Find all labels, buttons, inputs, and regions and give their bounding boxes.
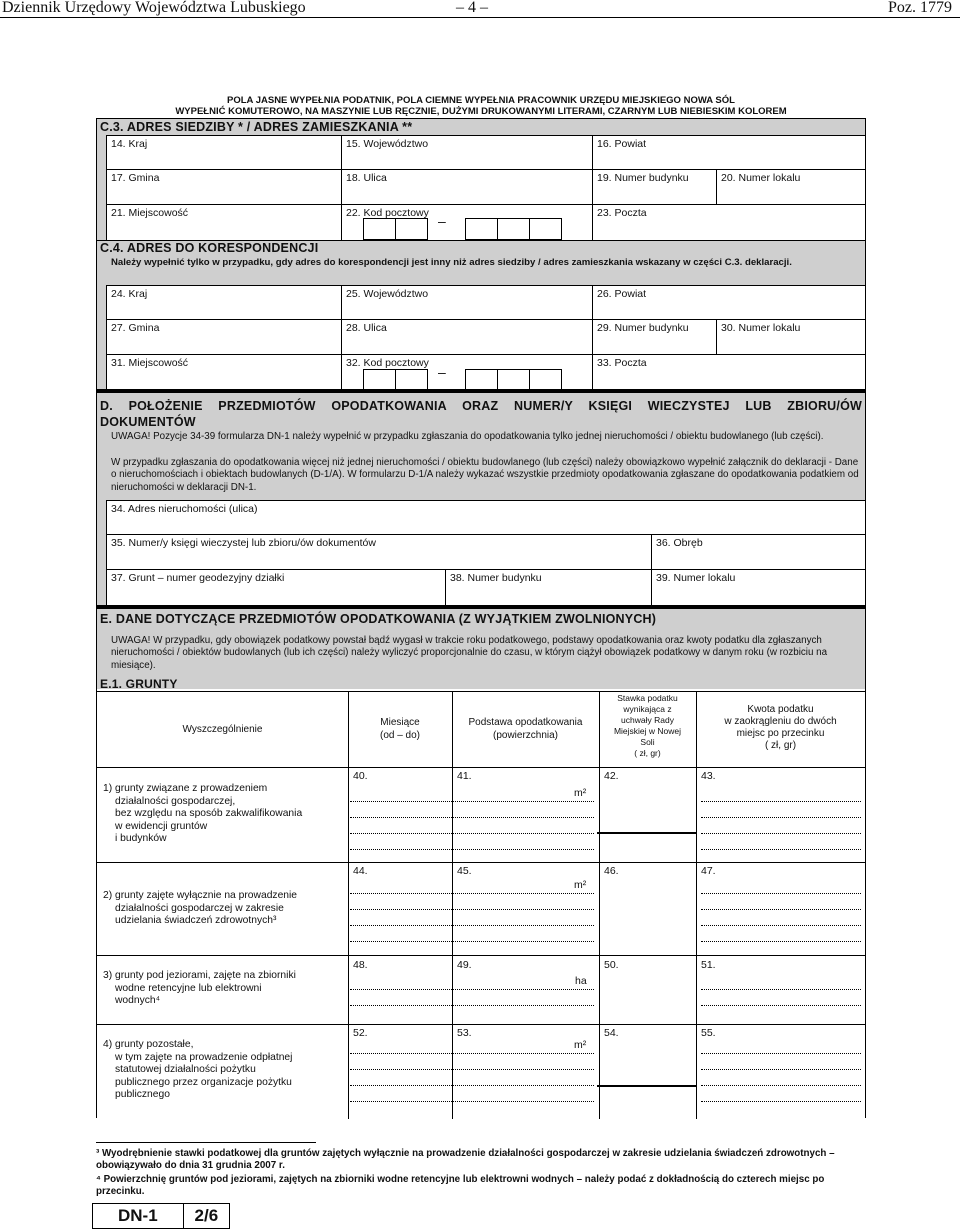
position-number: Poz. 1779	[888, 0, 952, 16]
field-22-label: 22. Kod pocztowy	[346, 207, 429, 219]
col-head-4	[599, 693, 696, 759]
postcode-boxes-22b	[466, 218, 562, 240]
col4-l1: Stawka podatku	[617, 693, 678, 703]
field-18-label: 18. Ulica	[346, 172, 387, 184]
r1l3: bez względu na sposób zakwalifikowania	[115, 808, 303, 819]
unit-m2-r1: m²	[574, 787, 587, 799]
r1l4: w ewidencji gruntów	[115, 820, 208, 832]
field-16-label: 16. Powiat	[597, 138, 647, 150]
dotline	[701, 925, 861, 926]
field-47[interactable]: 47.	[701, 865, 716, 877]
field-19-label: 19. Numer budynku	[597, 172, 689, 184]
field-31[interactable]	[106, 354, 342, 391]
field-24[interactable]	[106, 285, 342, 320]
dotline	[350, 1085, 594, 1086]
row-2-label	[103, 890, 343, 928]
field-28[interactable]	[341, 319, 593, 355]
r2l2: działalności gospodarczej w zakresie	[115, 902, 284, 914]
field-33[interactable]	[592, 354, 865, 391]
rule	[597, 832, 697, 834]
unit-ha-r3: ha	[575, 975, 587, 987]
r2l1: 2) grunty zajęte wyłącznie na prowadzenie	[103, 890, 298, 901]
rule	[597, 1085, 697, 1087]
col4-l2: wynikająca z	[623, 704, 672, 714]
r1l2: działalności gospodarczej,	[115, 795, 236, 807]
r4l1: 4) grunty pozostałe,	[103, 1039, 194, 1050]
r4l4: publicznego przez organizacje pożytku	[115, 1076, 292, 1088]
col-sep-1	[348, 691, 349, 1119]
form-code-box	[92, 1203, 230, 1229]
postcode-boxes-22	[364, 218, 427, 240]
field-34-label: 34. Adres nieruchomości (ulica)	[111, 503, 258, 515]
col-sep-4	[696, 691, 697, 1119]
form-page: 2/6	[194, 1206, 219, 1225]
row-sep-1	[97, 862, 865, 863]
dotline	[350, 817, 594, 818]
intro-line-2: WYPEŁNIĆ KOMUTEROWO, NA MASZYNIE LUB RĘCZNIE, DUŻYMI DRUKOWANYMI LITERAMI, CZARNYM LUB NIEBIESKIM KOLOREM	[175, 106, 787, 117]
postcode-dash: –	[438, 213, 446, 229]
dotline	[701, 833, 861, 834]
section-c4-title: C.4. ADRES DO KORESPONDENCJI	[100, 241, 319, 255]
field-27[interactable]	[106, 319, 342, 355]
field-32-label: 32. Kod pocztowy	[346, 357, 429, 369]
col5-l1: Kwota podatku	[747, 704, 814, 715]
field-14[interactable]	[106, 135, 342, 170]
row-3-label	[103, 970, 343, 1008]
field-16[interactable]	[592, 135, 865, 170]
footnote-3: ³ Wyodrębnienie stawki podatkowej dla gruntów zajętych wyłącznie na prowadzenie działalności gospodarczej w zakresie udzielania świadczeń zdrowotnych – obowiązywało do dnia 31 grudnia 2007 r.	[96, 1148, 835, 1171]
field-55[interactable]: 55.	[701, 1027, 716, 1039]
c4-note: Należy wypełnić tylko w przypadku, gdy adres do korespondencji jest inny niż adres siedziby / adres zamieszkania wskazany w części C.3. deklaracji.	[111, 257, 792, 268]
r3l1: 3) grunty pod jeziorami, zajęte na zbiorniki	[103, 970, 296, 981]
journal-title: Dziennik Urzędowy Województwa Lubuskiego	[2, 0, 306, 16]
field-25[interactable]	[341, 285, 593, 320]
d-note: W przypadku zgłaszania do opodatkowania więcej niż jednej nieruchomości / obiektu budowlanego (lub części) należy obowiązkowo wypełnić załącznik do deklaracji - Dane o nieruchomościach i obiektach budowlanych (D-1/A). W formularzu D-1/A należy wykazać wszystkie przedmioty opodatkowania zgłaszane do opodatkowania podatkiem od nieruchomości w deklaracji DN-1.	[111, 457, 859, 493]
field-29[interactable]	[592, 319, 717, 355]
footnote-rule	[96, 1142, 316, 1143]
col-head-2a: Miesiące	[380, 717, 420, 728]
col4-l6: ( zł, gr)	[634, 748, 661, 758]
section-d-title: D. POŁOŻENIE PRZEDMIOTÓW OPODATKOWANIA ORAZ NUMER/Y KSIĘGI WIECZYSTEJ LUB ZBIORU/ÓW	[100, 399, 862, 413]
field-37[interactable]	[106, 569, 446, 605]
dotline	[350, 909, 594, 910]
section-e-title: E. DANE DOTYCZĄCE PRZEDMIOTÓW OPODATKOWANIA (Z WYJĄTKIEM ZWOLNIONYCH)	[100, 612, 657, 626]
dotline	[350, 893, 594, 894]
field-35[interactable]	[106, 534, 652, 570]
field-37-label: 37. Grunt – numer geodezyjny działki	[111, 572, 285, 584]
field-26-label: 26. Powiat	[597, 288, 647, 300]
dotline	[701, 849, 861, 850]
field-53[interactable]: 53.	[457, 1027, 472, 1039]
col-head-5	[696, 704, 865, 752]
r4l3: statutowej działalności pożytku	[115, 1064, 256, 1075]
field-46[interactable]: 46.	[604, 865, 619, 877]
dotline	[701, 1101, 861, 1102]
r2l3: udzielania świadczeń zdrowotnych³	[115, 915, 277, 926]
field-40[interactable]: 40.	[353, 770, 368, 782]
field-49[interactable]: 49.	[457, 959, 472, 971]
field-15-label: 15. Województwo	[346, 138, 429, 150]
tax-form	[96, 118, 866, 1118]
dotline	[701, 941, 861, 942]
unit-m2-r4: m²	[574, 1039, 587, 1051]
field-22[interactable]	[341, 204, 593, 240]
field-26[interactable]	[592, 285, 865, 320]
field-41[interactable]: 41.	[457, 770, 472, 782]
col4-l5: Soli	[640, 737, 655, 747]
row-sep-3	[97, 1024, 865, 1025]
e1-title: E.1. GRUNTY	[100, 677, 178, 691]
field-39-label: 39. Numer lokalu	[656, 572, 736, 584]
field-45[interactable]: 45.	[457, 865, 472, 877]
col-head-3b: (powierzchnia)	[492, 730, 559, 741]
unit-m2-r2: m²	[574, 879, 587, 891]
col5-l2: w zaokrągleniu do dwóch	[724, 716, 837, 727]
r3l2: wodne retencyjne lub elektrowni	[115, 982, 262, 994]
field-20-label: 20. Numer lokalu	[721, 172, 801, 184]
r1l5: i budynków	[115, 833, 167, 844]
field-38-label: 38. Numer budynku	[450, 572, 542, 584]
field-48[interactable]: 48.	[353, 959, 368, 971]
dotline	[701, 1053, 861, 1054]
col-head-1: Wyszczególnienie	[182, 724, 263, 735]
col-head-3a: Podstawa opodatkowania	[468, 717, 583, 728]
dotline	[350, 925, 594, 926]
col4-l4: Miejskiej w Nowej	[613, 726, 682, 736]
postcode-boxes-32	[364, 369, 427, 391]
field-28-label: 28. Ulica	[346, 322, 387, 334]
dotline	[350, 833, 594, 834]
field-50[interactable]: 50.	[604, 959, 619, 971]
footnote-4: ⁴ Powierzchnię gruntów pod jeziorami, zajętych na zbiorniki wodne retencyjne lub elektrowni wodnych – należy podać z dokładnością do czterech miejsc po przecinku.	[96, 1174, 825, 1197]
field-43[interactable]: 43.	[701, 770, 716, 782]
section-d-title-2: DOKUMENTÓW	[100, 415, 196, 429]
field-36[interactable]	[651, 534, 865, 570]
dotline	[350, 1069, 594, 1070]
field-44[interactable]: 44.	[353, 865, 368, 877]
page-number: – 4 –	[456, 0, 488, 16]
field-33-label: 33. Poczta	[597, 357, 647, 369]
page-header	[0, 0, 960, 18]
dotline	[350, 849, 594, 850]
table-header-rule	[97, 767, 865, 768]
dotline	[350, 1053, 594, 1054]
field-30-label: 30. Numer lokalu	[721, 322, 801, 334]
d-uwaga: UWAGA! Pozycje 34-39 formularza DN-1 należy wypełnić w przypadku zgłaszania do opodatkowania tylko jednej nieruchomości / obiektu budowlanego (lub części).	[111, 431, 824, 442]
field-23-label: 23. Poczta	[597, 207, 647, 219]
dotline	[350, 941, 594, 942]
field-17-label: 17. Gmina	[111, 172, 160, 184]
field-42[interactable]: 42.	[604, 770, 619, 782]
col5-l3: miejsc po przecinku	[736, 728, 825, 739]
field-17[interactable]	[106, 169, 342, 205]
r4l2: w tym zajęte na prowadzenie odpłatnej	[115, 1051, 293, 1063]
field-29-label: 29. Numer budynku	[597, 322, 689, 334]
dotline	[701, 893, 861, 894]
header-rule	[0, 17, 960, 18]
field-32[interactable]	[341, 354, 593, 391]
field-31-label: 31. Miejscowość	[111, 357, 189, 369]
col4-l3: uchwały Rady	[621, 715, 674, 725]
field-14-label: 14. Kraj	[111, 138, 148, 150]
field-38[interactable]	[445, 569, 652, 605]
row-1-label	[103, 783, 343, 846]
dotline	[350, 1101, 594, 1102]
row-4-label	[103, 1039, 343, 1102]
col-head-2b: (od – do)	[379, 730, 421, 741]
postcode-dash-2: –	[438, 364, 446, 380]
section-c3-title: C.3. ADRES SIEDZIBY * / ADRES ZAMIESZKANIA **	[100, 120, 413, 134]
field-15[interactable]	[341, 135, 593, 170]
field-39[interactable]	[651, 569, 865, 605]
field-21[interactable]	[106, 204, 342, 240]
r3l3: wodnych⁴	[115, 995, 161, 1006]
dotline	[350, 1005, 594, 1006]
col5-l4: ( zł, gr)	[764, 740, 797, 751]
r1l1: 1) grunty związane z prowadzeniem	[103, 783, 268, 794]
field-19[interactable]	[592, 169, 717, 205]
dotline	[701, 817, 861, 818]
field-18[interactable]	[341, 169, 593, 205]
field-30[interactable]	[716, 319, 865, 355]
dotline	[701, 989, 861, 990]
dotline	[701, 1085, 861, 1086]
field-27-label: 27. Gmina	[111, 322, 160, 334]
dotline	[701, 909, 861, 910]
row-sep-2	[97, 955, 865, 956]
form-code: DN-1	[93, 1204, 184, 1228]
field-34[interactable]	[106, 500, 865, 535]
dotline	[701, 801, 861, 802]
col-sep-2	[452, 691, 453, 1119]
field-54[interactable]: 54.	[604, 1027, 619, 1039]
dotline	[701, 1005, 861, 1006]
field-25-label: 25. Województwo	[346, 288, 429, 300]
field-35-label: 35. Numer/y księgi wieczystej lub zbioru/ów dokumentów	[111, 537, 376, 549]
field-24-label: 24. Kraj	[111, 288, 148, 300]
field-36-label: 36. Obręb	[656, 537, 703, 549]
dotline	[350, 989, 594, 990]
r4l5: publicznego	[115, 1089, 170, 1100]
postcode-boxes-32b	[466, 369, 562, 391]
field-51[interactable]: 51.	[701, 959, 716, 971]
field-23[interactable]	[592, 204, 865, 240]
e-uwaga: UWAGA! W przypadku, gdy obowiązek podatkowy powstał bądź wygasł w trakcie roku podatkowego, podstawy opodatkowania oraz kwoty podatku dla zgłaszanych nieruchomości / obiektów budowlanych (lub ich części) należy wyliczyć proporcjonalnie do czasu, w którym ciążył obowiązek podatkowy w danym roku (w rozbiciu na miesiące).	[111, 635, 828, 671]
dotline	[350, 801, 594, 802]
dotline	[701, 1069, 861, 1070]
intro-line-1: POLA JASNE WYPEŁNIA PODATNIK, POLA CIEMNE WYPEŁNIA PRACOWNIK URZĘDU MIEJSKIEGO NOWA SÓL	[227, 95, 735, 106]
field-20[interactable]	[716, 169, 865, 205]
field-52[interactable]: 52.	[353, 1027, 368, 1039]
field-21-label: 21. Miejscowość	[111, 207, 189, 219]
